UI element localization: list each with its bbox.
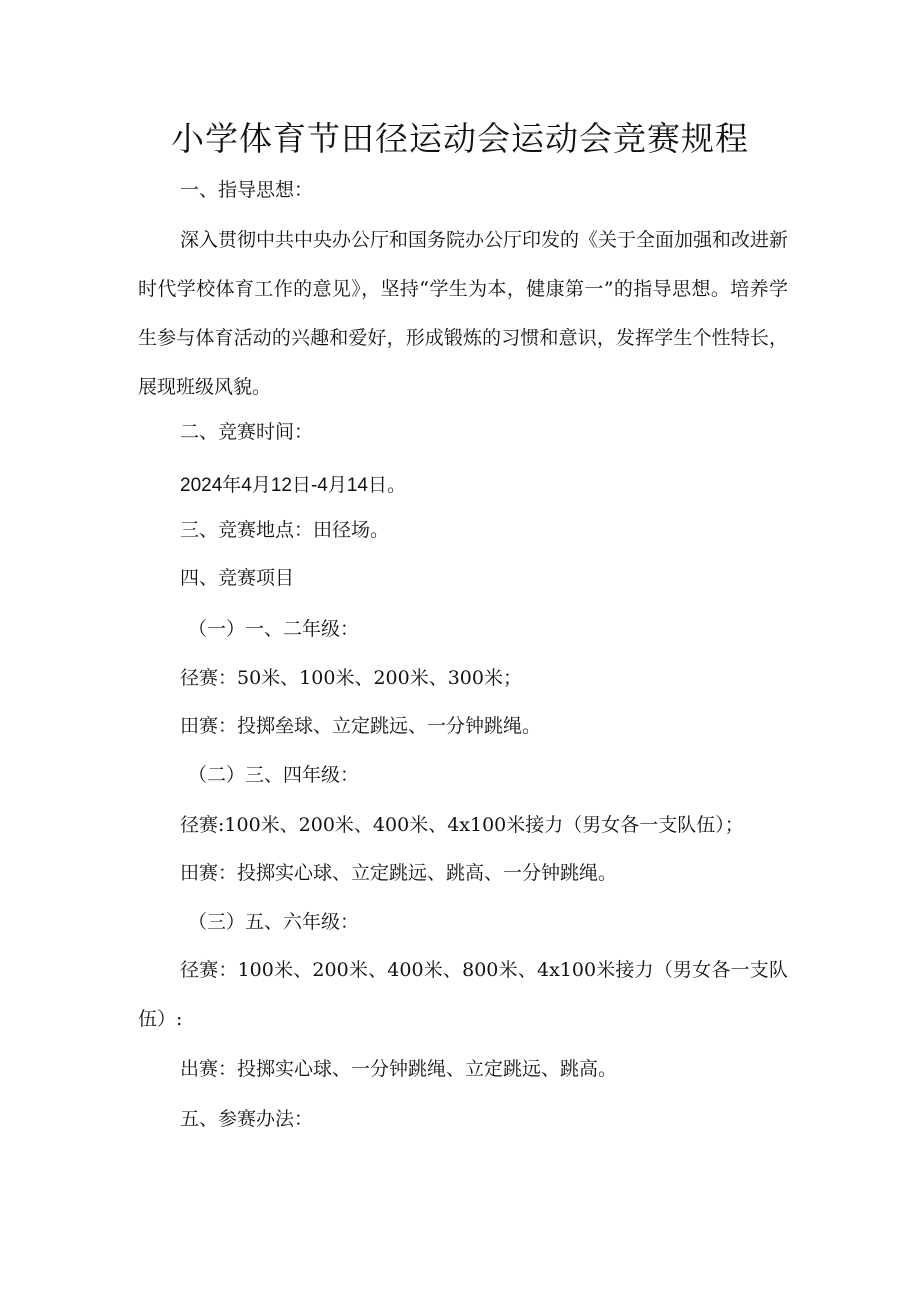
competition-date: 2024年4月12日-4月14日。 (180, 475, 406, 496)
competition-place: 三、竞赛地点：田径场。 (180, 519, 390, 541)
grade-5-6-track-events: 径赛：100米、200米、400米、800米、4x100米接力（男女各一支队伍）: (138, 959, 788, 1030)
section-heading-events: 四、竞赛项目 (180, 567, 295, 589)
grade-1-2-track-events: 径赛：50米、100米、200米、300米； (180, 667, 522, 689)
guiding-paragraph: 深入贯彻中共中央办公厅和国务院办公厅印发的《关于全面加强和改进新时代学校体育工作的意见》，坚持“学生为本，健康第一”的指导思想。培养学生参与体育活动的兴趣和爱好，形成锻炼的习惯和意识，发挥学生个性特长，展现班级风貌。 (138, 229, 789, 398)
grade-3-4-field-events: 田赛：投掷实心球、立定跳远、跳高、一分钟跳绳。 (180, 862, 618, 884)
grade-5-6-field-events: 出赛：投掷实心球、一分钟跳绳、立定跳远、跳高。 (180, 1058, 618, 1080)
grade-1-2-heading: （一）一、二年级： (188, 618, 360, 640)
grade-3-4-heading: （二）三、四年级： (188, 764, 360, 786)
grade-1-2-field-events: 田赛：投掷垒球、立定跳远、一分钟跳绳。 (180, 715, 542, 737)
section-heading-time: 二、竞赛时间： (180, 421, 314, 443)
grade-3-4-track-events: 径赛:100米、200米、400米、4x100米接力（男女各一支队伍）； (180, 814, 744, 836)
document-title: 小学体育节田径运动会运动会竞赛规程 (171, 119, 749, 158)
section-heading-method: 五、参赛办法： (180, 1108, 314, 1130)
grade-5-6-heading: （三）五、六年级： (188, 911, 360, 933)
section-heading-guiding: 一、指导思想： (180, 179, 314, 201)
